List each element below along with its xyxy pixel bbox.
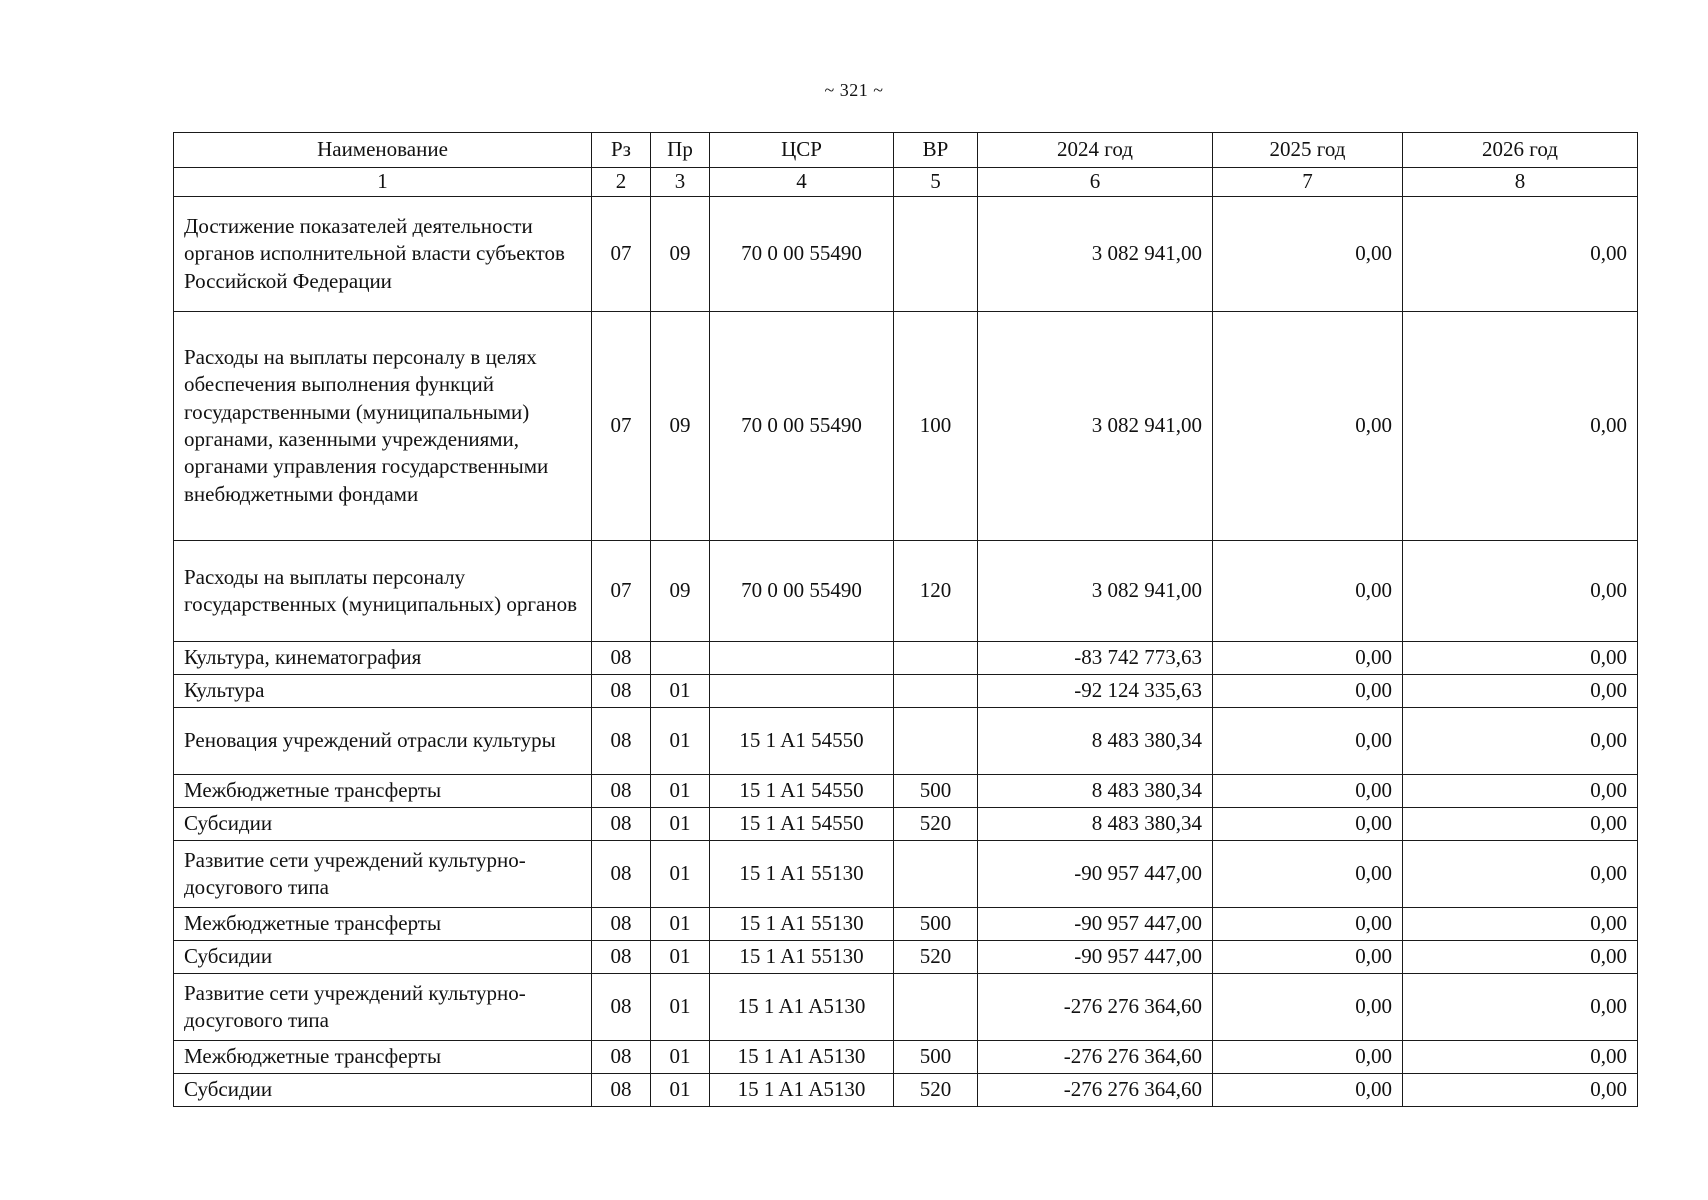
column-number: 5	[894, 168, 978, 197]
cell-pr: 01	[651, 941, 710, 974]
cell-2025: 0,00	[1213, 312, 1403, 541]
cell-rz: 08	[592, 1041, 651, 1074]
cell-pr: 01	[651, 675, 710, 708]
cell-2026: 0,00	[1403, 1074, 1638, 1107]
column-number: 4	[710, 168, 894, 197]
column-number-row	[174, 168, 1638, 197]
cell-vr: 500	[894, 775, 978, 808]
table-row	[174, 941, 1638, 974]
column-number: 1	[174, 168, 592, 197]
cell-2026: 0,00	[1403, 941, 1638, 974]
header-name: Наименование	[174, 133, 592, 168]
table-row	[174, 675, 1638, 708]
cell-name: Межбюджетные трансферты	[174, 775, 592, 808]
cell-2024: -276 276 364,60	[978, 974, 1213, 1041]
cell-name: Расходы на выплаты персоналу государственных (муниципальных) органов	[174, 541, 592, 642]
budget-table	[173, 132, 1638, 1107]
cell-vr	[894, 675, 978, 708]
cell-pr: 09	[651, 312, 710, 541]
table-row	[174, 642, 1638, 675]
cell-name: Субсидии	[174, 1074, 592, 1107]
cell-vr: 120	[894, 541, 978, 642]
cell-csr: 70 0 00 55490	[710, 312, 894, 541]
cell-vr: 100	[894, 312, 978, 541]
cell-pr: 01	[651, 908, 710, 941]
table-row	[174, 841, 1638, 908]
cell-vr: 520	[894, 941, 978, 974]
cell-csr: 15 1 A1 55130	[710, 841, 894, 908]
cell-csr: 15 1 A1 A5130	[710, 974, 894, 1041]
table-row	[174, 808, 1638, 841]
cell-2026: 0,00	[1403, 708, 1638, 775]
cell-csr: 15 1 A1 54550	[710, 775, 894, 808]
table-row	[174, 312, 1638, 541]
cell-2025: 0,00	[1213, 908, 1403, 941]
cell-csr: 15 1 A1 A5130	[710, 1074, 894, 1107]
cell-2024: -90 957 447,00	[978, 908, 1213, 941]
cell-vr	[894, 841, 978, 908]
cell-rz: 07	[592, 312, 651, 541]
cell-csr	[710, 642, 894, 675]
table-row	[174, 1074, 1638, 1107]
cell-2024: 3 082 941,00	[978, 312, 1213, 541]
cell-pr: 01	[651, 1074, 710, 1107]
cell-2026: 0,00	[1403, 1041, 1638, 1074]
cell-2025: 0,00	[1213, 642, 1403, 675]
header-2026: 2026 год	[1403, 133, 1638, 168]
cell-csr: 70 0 00 55490	[710, 197, 894, 312]
header-row	[174, 133, 1638, 168]
cell-rz: 08	[592, 642, 651, 675]
table-row	[174, 775, 1638, 808]
cell-name: Субсидии	[174, 808, 592, 841]
table-row	[174, 974, 1638, 1041]
cell-vr: 500	[894, 1041, 978, 1074]
cell-csr: 70 0 00 55490	[710, 541, 894, 642]
cell-rz: 07	[592, 541, 651, 642]
column-number: 6	[978, 168, 1213, 197]
cell-2026: 0,00	[1403, 775, 1638, 808]
cell-csr: 15 1 A1 54550	[710, 808, 894, 841]
column-number: 8	[1403, 168, 1638, 197]
cell-pr: 01	[651, 1041, 710, 1074]
cell-pr: 09	[651, 541, 710, 642]
cell-name: Развитие сети учреждений культурно-досугового типа	[174, 841, 592, 908]
cell-2025: 0,00	[1213, 974, 1403, 1041]
header-rz: Рз	[592, 133, 651, 168]
cell-2026: 0,00	[1403, 808, 1638, 841]
cell-2026: 0,00	[1403, 675, 1638, 708]
cell-name: Реновация учреждений отрасли культуры	[174, 708, 592, 775]
cell-2024: 3 082 941,00	[978, 541, 1213, 642]
table-row	[174, 708, 1638, 775]
header-2024: 2024 год	[978, 133, 1213, 168]
column-number: 7	[1213, 168, 1403, 197]
cell-rz: 08	[592, 708, 651, 775]
cell-rz: 08	[592, 941, 651, 974]
cell-csr: 15 1 A1 A5130	[710, 1041, 894, 1074]
cell-2025: 0,00	[1213, 941, 1403, 974]
cell-2025: 0,00	[1213, 1041, 1403, 1074]
cell-pr: 01	[651, 841, 710, 908]
table-row	[174, 1041, 1638, 1074]
table-body	[174, 197, 1638, 1107]
cell-2024: 8 483 380,34	[978, 708, 1213, 775]
column-number: 2	[592, 168, 651, 197]
cell-pr: 09	[651, 197, 710, 312]
cell-2025: 0,00	[1213, 541, 1403, 642]
cell-vr: 500	[894, 908, 978, 941]
cell-csr	[710, 675, 894, 708]
cell-rz: 08	[592, 775, 651, 808]
cell-name: Культура, кинематография	[174, 642, 592, 675]
cell-name: Межбюджетные трансферты	[174, 1041, 592, 1074]
cell-vr	[894, 708, 978, 775]
cell-vr	[894, 642, 978, 675]
cell-pr: 01	[651, 808, 710, 841]
cell-2025: 0,00	[1213, 775, 1403, 808]
cell-name: Развитие сети учреждений культурно-досугового типа	[174, 974, 592, 1041]
cell-rz: 08	[592, 1074, 651, 1107]
cell-csr: 15 1 A1 55130	[710, 908, 894, 941]
cell-name: Культура	[174, 675, 592, 708]
cell-rz: 08	[592, 908, 651, 941]
cell-name: Межбюджетные трансферты	[174, 908, 592, 941]
cell-2024: -276 276 364,60	[978, 1041, 1213, 1074]
cell-2026: 0,00	[1403, 312, 1638, 541]
cell-rz: 08	[592, 675, 651, 708]
page-number: ~ 321 ~	[824, 80, 884, 100]
cell-rz: 08	[592, 808, 651, 841]
cell-2025: 0,00	[1213, 1074, 1403, 1107]
cell-2024: -90 957 447,00	[978, 941, 1213, 974]
table-row	[174, 541, 1638, 642]
cell-vr	[894, 974, 978, 1041]
column-number: 3	[651, 168, 710, 197]
cell-name: Субсидии	[174, 941, 592, 974]
cell-rz: 08	[592, 974, 651, 1041]
cell-rz: 08	[592, 841, 651, 908]
cell-csr: 15 1 A1 55130	[710, 941, 894, 974]
cell-2024: -92 124 335,63	[978, 675, 1213, 708]
cell-vr	[894, 197, 978, 312]
cell-2024: 3 082 941,00	[978, 197, 1213, 312]
cell-2026: 0,00	[1403, 841, 1638, 908]
cell-2025: 0,00	[1213, 708, 1403, 775]
cell-2024: 8 483 380,34	[978, 775, 1213, 808]
cell-pr: 01	[651, 708, 710, 775]
cell-2026: 0,00	[1403, 642, 1638, 675]
cell-vr: 520	[894, 1074, 978, 1107]
cell-pr: 01	[651, 775, 710, 808]
cell-pr	[651, 642, 710, 675]
header-pr: Пр	[651, 133, 710, 168]
cell-2024: -83 742 773,63	[978, 642, 1213, 675]
cell-name: Достижение показателей деятельности органов исполнительной власти субъектов Российской Федерации	[174, 197, 592, 312]
cell-pr: 01	[651, 974, 710, 1041]
cell-2026: 0,00	[1403, 908, 1638, 941]
cell-name: Расходы на выплаты персоналу в целях обеспечения выполнения функций государственными (муниципальными) органами, казенными учреждениями, органами управления государственными внебюджетными фондами	[174, 312, 592, 541]
cell-2026: 0,00	[1403, 197, 1638, 312]
cell-2024: 8 483 380,34	[978, 808, 1213, 841]
header-vr: ВР	[894, 133, 978, 168]
cell-2025: 0,00	[1213, 841, 1403, 908]
cell-2024: -276 276 364,60	[978, 1074, 1213, 1107]
cell-2026: 0,00	[1403, 541, 1638, 642]
cell-rz: 07	[592, 197, 651, 312]
table-row	[174, 908, 1638, 941]
header-csr: ЦСР	[710, 133, 894, 168]
cell-2025: 0,00	[1213, 197, 1403, 312]
table-row	[174, 197, 1638, 312]
cell-2024: -90 957 447,00	[978, 841, 1213, 908]
cell-2025: 0,00	[1213, 675, 1403, 708]
cell-vr: 520	[894, 808, 978, 841]
cell-2025: 0,00	[1213, 808, 1403, 841]
header-2025: 2025 год	[1213, 133, 1403, 168]
cell-csr: 15 1 A1 54550	[710, 708, 894, 775]
cell-2026: 0,00	[1403, 974, 1638, 1041]
